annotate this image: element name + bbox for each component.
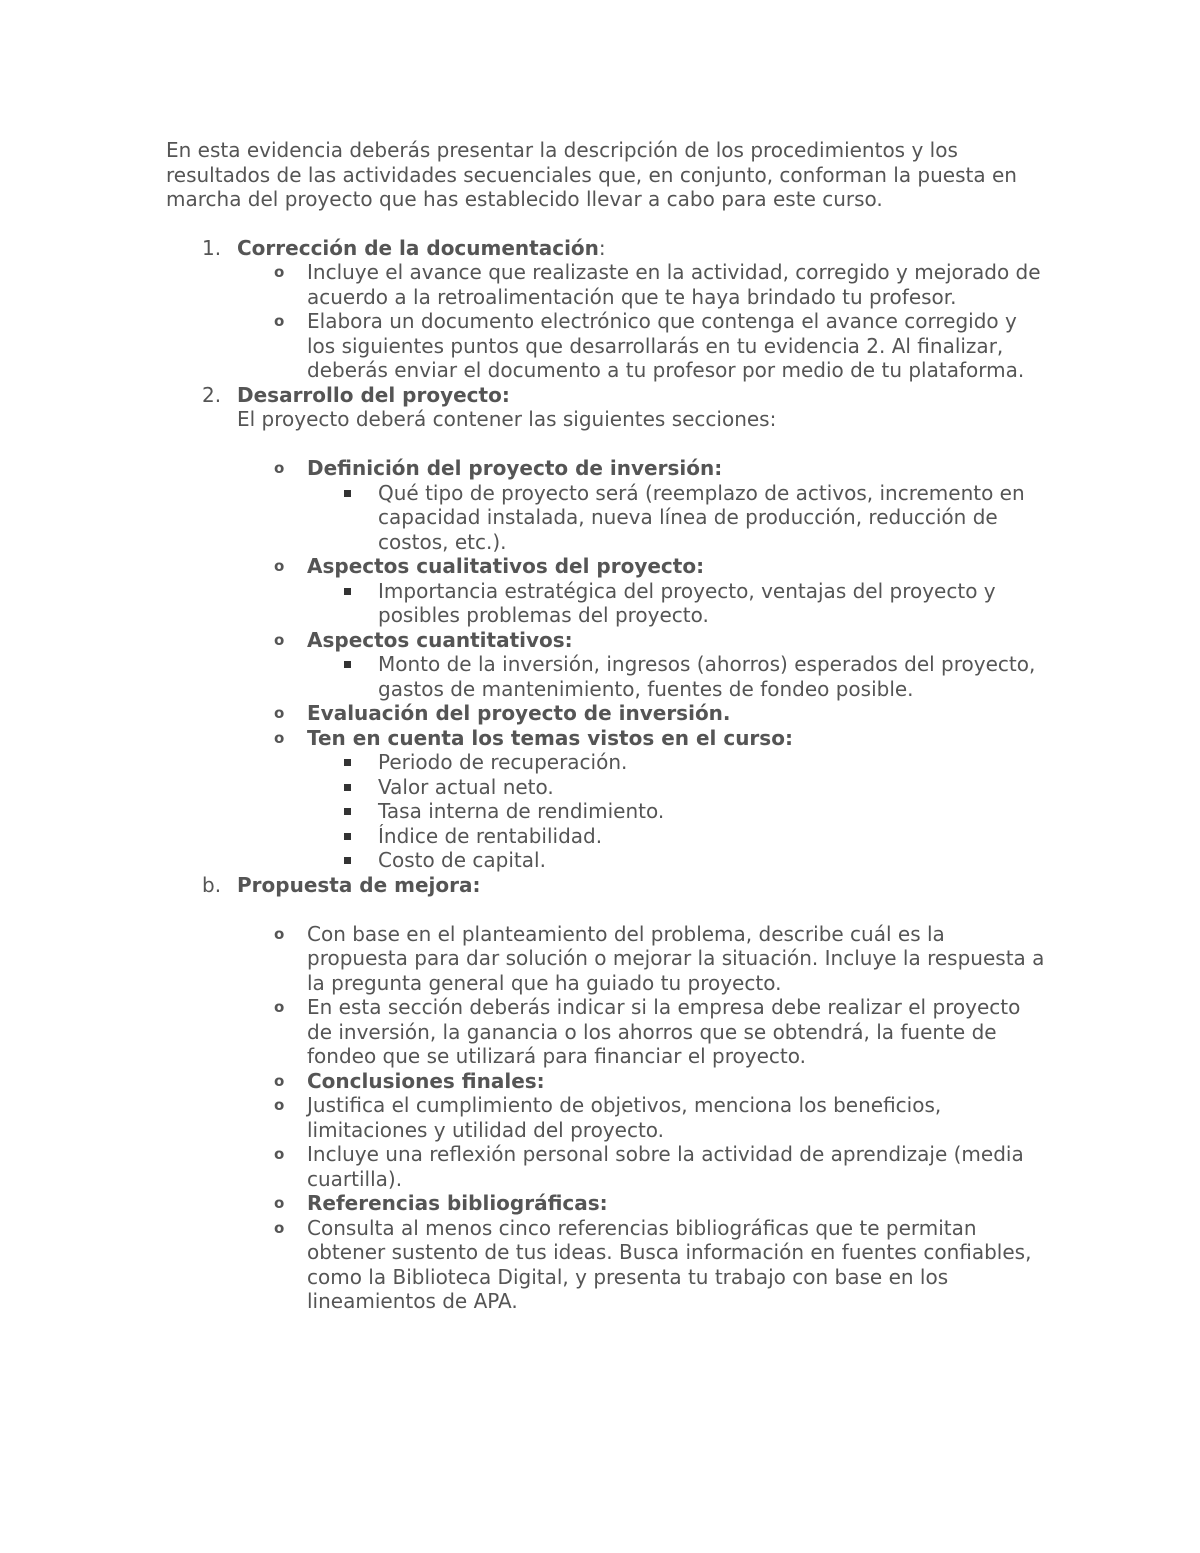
section-2-subtitle: El proyecto deberá contener las siguientes secciones:	[237, 407, 777, 431]
square-bullet-icon	[344, 784, 351, 791]
section-2-title: Desarrollo del proyecto:	[237, 382, 510, 407]
circle-bullet-icon: o	[274, 312, 285, 330]
sub-list-item	[166, 775, 1046, 800]
section-1-title-suffix: :	[598, 235, 606, 260]
circle-bullet-icon: o	[274, 728, 285, 747]
circle-bullet-icon: o	[274, 630, 285, 649]
list-number: 1.	[202, 235, 222, 260]
list-item-title: Aspectos cuantitativos:	[307, 627, 573, 652]
list-item	[166, 1216, 1046, 1314]
list-item-text: Incluye el avance que realizaste en la actividad, corregido y mejorado de acuerdo a la retroalimentación que te haya brindado tu profesor.	[307, 260, 1041, 309]
list-number: 2.	[202, 382, 222, 407]
list-item	[166, 922, 1046, 996]
sub-list-item-text: Periodo de recuperación.	[378, 750, 628, 774]
circle-bullet-icon: o	[274, 1145, 285, 1163]
section-b-title: Propuesta de mejora:	[237, 872, 481, 897]
circle-bullet-icon: o	[274, 1071, 285, 1090]
circle-bullet-icon: o	[274, 557, 285, 575]
square-bullet-icon	[344, 833, 351, 840]
list-item	[166, 456, 1046, 481]
list-item-text: En esta sección deberás indicar si la empresa debe realizar el proyecto de inversión, la ganancia o los ahorros que se obtendrá, la fuente de fondeo que se utilizará para financiar el proyecto.	[307, 995, 1021, 1068]
square-bullet-icon	[344, 490, 351, 497]
list-item	[166, 1093, 1046, 1142]
list-item	[166, 260, 1046, 309]
section-1-title: Corrección de la documentación	[237, 235, 599, 260]
sub-list-item-text: Qué tipo de proyecto será (reemplazo de activos, incremento en capacidad instalada, nueva línea de producción, reducción de costos, etc.).	[378, 480, 1025, 554]
sub-list-item	[166, 652, 1046, 701]
section-1-heading	[166, 236, 1046, 261]
sub-list-item	[166, 799, 1046, 824]
list-item	[166, 309, 1046, 383]
list-letter: b.	[202, 872, 222, 897]
spacer	[166, 432, 1046, 457]
square-bullet-icon	[344, 661, 351, 668]
section-b-heading	[166, 873, 1046, 898]
sub-list-item	[166, 579, 1046, 628]
intro-paragraph: En esta evidencia deberás presentar la descripción de los procedimientos y los resultados de las actividades secuenciales que, en conjunto, conforman la puesta en marcha del proyecto que has establecido llevar a cabo para este curso.	[166, 138, 1017, 211]
circle-bullet-icon: o	[274, 263, 285, 281]
list-item-text: Con base en el planteamiento del problema, describe cuál es la propuesta para dar solución o mejorar la situación. Incluye la respuesta a la pregunta general que ha guiado tu proyecto.	[307, 921, 1045, 995]
spacer	[166, 897, 1046, 922]
document-page	[166, 138, 1046, 1314]
sub-list-item-text: Valor actual neto.	[378, 774, 554, 799]
list-item	[166, 628, 1046, 653]
sub-list-item	[166, 750, 1046, 775]
list-item-text: Justifica el cumplimiento de objetivos, menciona los beneficios, limitaciones y utilidad del proyecto.	[307, 1093, 942, 1142]
list-item-text: Incluye una reflexión personal sobre la actividad de aprendizaje (media cuartilla).	[307, 1142, 1024, 1191]
circle-bullet-icon: o	[274, 924, 285, 943]
circle-bullet-icon: o	[274, 1096, 285, 1114]
sub-list-item	[166, 824, 1046, 849]
sub-list-item-text: Índice de rentabilidad.	[378, 823, 603, 848]
list-item	[166, 1069, 1046, 1094]
sub-list-item-text: Tasa interna de rendimiento.	[378, 799, 665, 823]
sub-list-item	[166, 848, 1046, 873]
list-item-title: Aspectos cualitativos del proyecto:	[307, 554, 705, 578]
list-item	[166, 554, 1046, 579]
list-item	[166, 995, 1046, 1069]
list-item	[166, 1191, 1046, 1216]
circle-bullet-icon: o	[274, 459, 285, 477]
circle-bullet-icon: o	[274, 1218, 285, 1237]
list-item-title: Conclusiones finales:	[307, 1068, 545, 1093]
list-item-text: Consulta al menos cinco referencias bibliográficas que te permitan obtener sustento de tus ideas. Busca información en fuentes confiables, como la Biblioteca Digital, y presenta tu trabajo con base en los lineamientos de APA.	[307, 1215, 1032, 1313]
sub-list-item-text: Costo de capital.	[378, 848, 546, 872]
square-bullet-icon	[344, 588, 351, 595]
square-bullet-icon	[344, 759, 351, 766]
sub-list-item	[166, 481, 1046, 555]
list-item-title: Evaluación del proyecto de inversión.	[307, 701, 731, 725]
circle-bullet-icon: o	[274, 704, 285, 722]
square-bullet-icon	[344, 857, 351, 864]
circle-bullet-icon: o	[274, 998, 285, 1016]
list-item	[166, 726, 1046, 751]
circle-bullet-icon: o	[274, 1194, 285, 1212]
list-item	[166, 1142, 1046, 1191]
section-2-heading	[166, 383, 1046, 408]
list-item	[166, 701, 1046, 726]
sub-list-item-text: Monto de la inversión, ingresos (ahorros) esperados del proyecto, gastos de mantenimiento, fuentes de fondeo posible.	[378, 652, 1036, 701]
list-item-title: Ten en cuenta los temas vistos en el curso:	[307, 725, 793, 750]
list-item-title: Definición del proyecto de inversión:	[307, 456, 723, 480]
list-item-text: Elabora un documento electrónico que contenga el avance corregido y los siguientes puntos que desarrollarás en tu evidencia 2. Al finalizar, deberás enviar el documento a tu profesor por medio de tu plataforma.	[307, 309, 1025, 382]
square-bullet-icon	[344, 808, 351, 815]
list-item-title: Referencias bibliográficas:	[307, 1191, 608, 1215]
sub-list-item-text: Importancia estratégica del proyecto, ventajas del proyecto y posibles problemas del proyecto.	[378, 578, 996, 627]
